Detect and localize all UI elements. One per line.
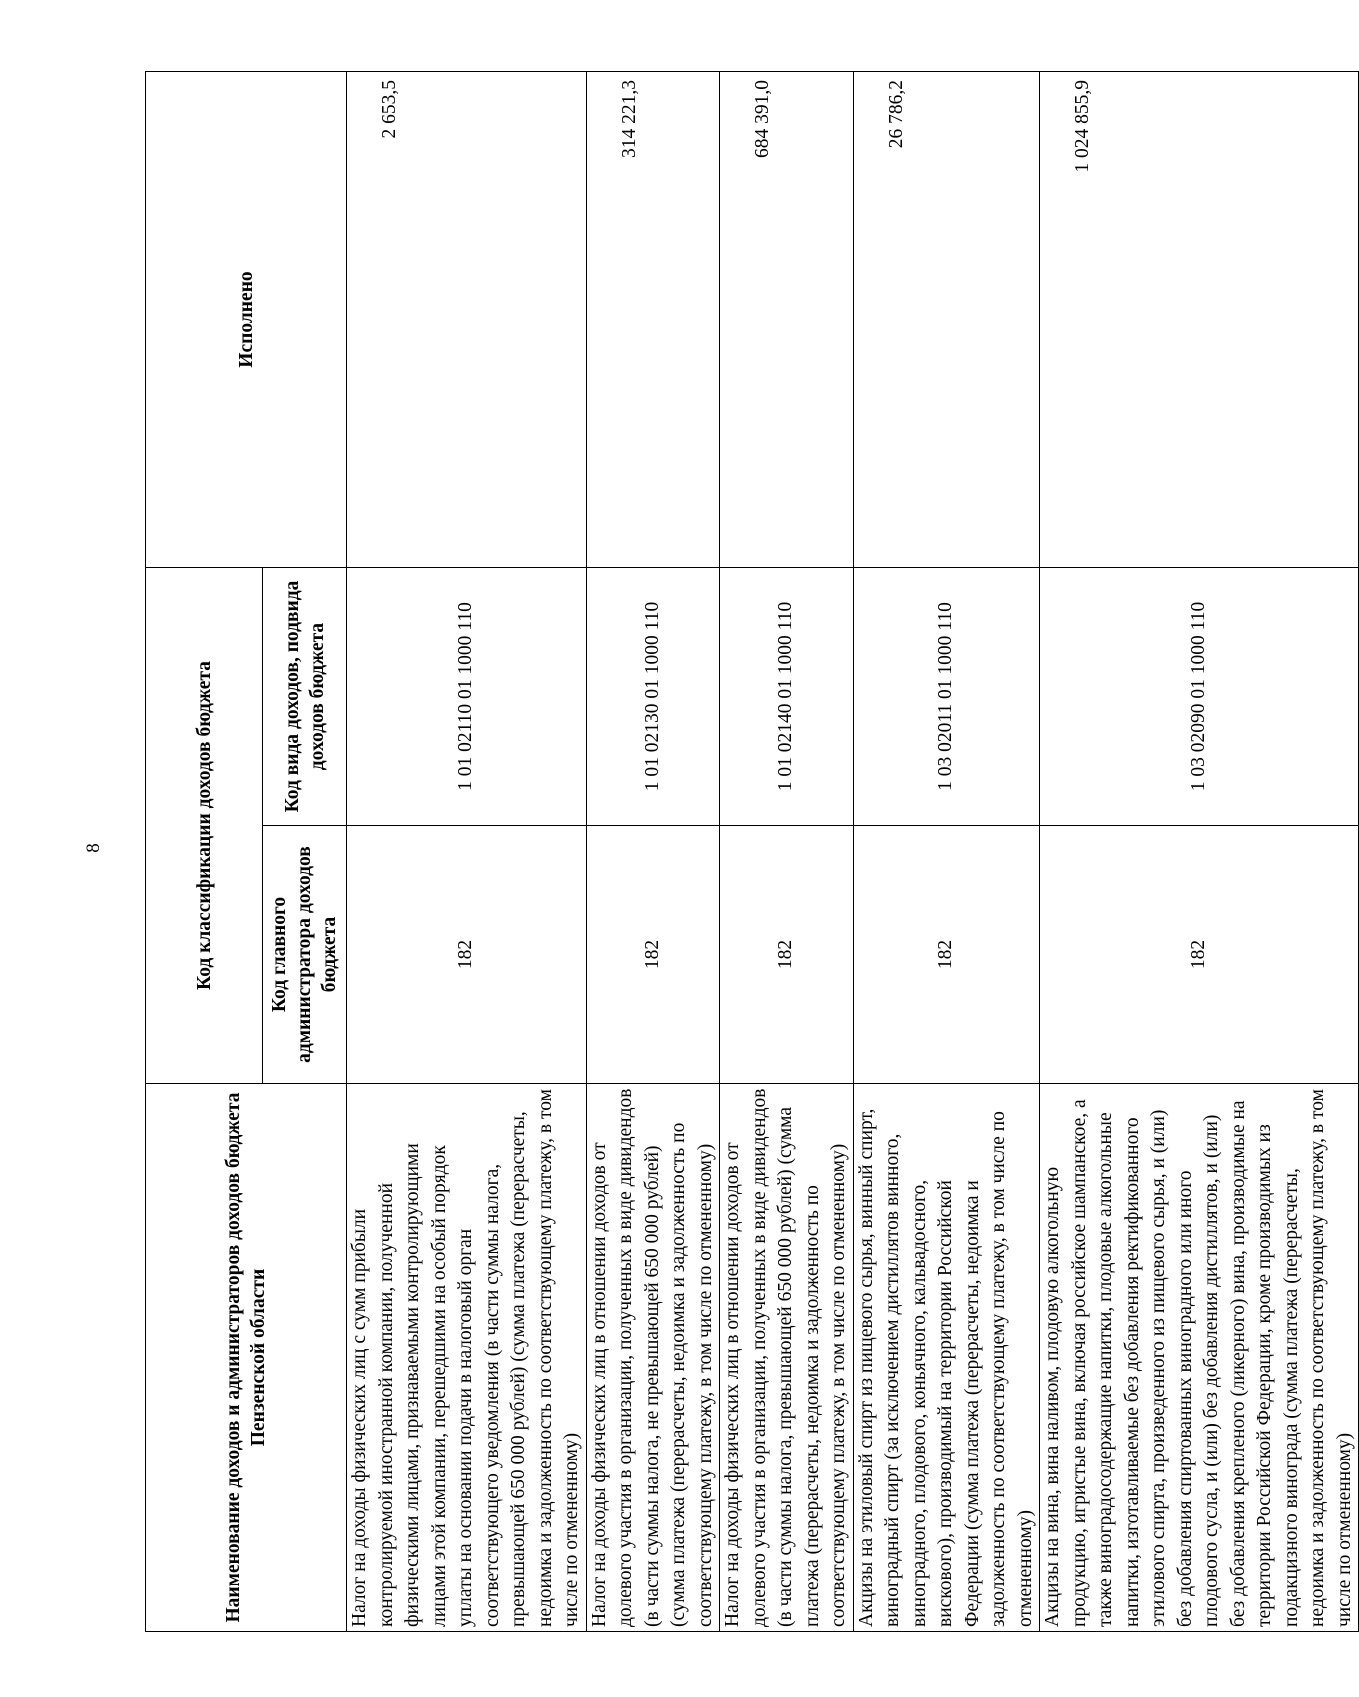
row-name: Налог на доходы физических лиц в отношении доходов от долевого участия в организации, полученных в виде дивидендов (в части суммы налога, не превышающей 650 000 рублей) (сумма платежа (перерасчеты, недоимка и задолженность по соответствующему платежу, в том числе по отмененному) — [586, 1084, 720, 1632]
row-income-code: 1 01 02110 01 1000 110 — [347, 568, 587, 826]
row-executed: 26 786,2 — [853, 72, 1040, 568]
header-executed: Исполнено — [146, 72, 347, 568]
row-admin-code: 182 — [347, 826, 587, 1084]
row-income-code: 1 03 02090 01 1000 110 — [1040, 568, 1359, 826]
row-name: Налог на доходы физических лиц в отношении доходов от долевого участия в организации, полученных в виде дивидендов (в части суммы налога, превышающей 650 000 рублей) (сумма платежа (перерасчеты, недоимка и задолженность по соответствующему платежу, в том числе по отмененному) — [720, 1084, 854, 1632]
table-row — [586, 72, 720, 1632]
header-name: Наименование доходов и администраторов доходов бюджета Пензенской области — [146, 1084, 347, 1632]
table-row — [1040, 72, 1359, 1632]
header-admin-code: Код главного администратора доходов бюджета — [263, 826, 347, 1084]
row-name: Акцизы на вина, вина наливом, плодовую алкогольную продукцию, игристые вина, включая российское шампанское, а также виноградосодержащие напитки, плодовые алкогольные напитки, изготавливаемые без добавления ректификованного этилового спирта, произведенного из пищевого сырья, и (или) без добавления спиртованных виноградного или иного плодового сусла, и (или) без добавления дистиллятов, и (или) без добавления крепленого (ликерного) вина, производимые на территории Российской Федерации, кроме производимых из подакцизного винограда (сумма платежа (перерасчеты, недоимка и задолженность по соответствующему платежу, в том числе по отмененному) — [1040, 1084, 1359, 1632]
row-name: Налог на доходы физических лиц с сумм прибыли контролируемой иностранной компании, полученной физическими лицами, признаваемыми контролирующими лицами этой компании, перешедшими на особый порядок уплаты на основании подачи в налоговый орган соответствующего уведомления (в части суммы налога, превышающей 650 000 рублей) (сумма платежа (перерасчеты, недоимка и задолженность по соответствующему платежу, в том числе по отмененному) — [347, 1084, 587, 1632]
row-income-code: 1 01 02140 01 1000 110 — [720, 568, 854, 826]
table-row — [853, 72, 1040, 1632]
row-admin-code: 182 — [720, 826, 854, 1084]
row-income-code: 1 03 02011 01 1000 110 — [853, 568, 1040, 826]
budget-income-table — [145, 71, 1359, 1632]
row-name: Акцизы на этиловый спирт из пищевого сырья, винный спирт, виноградный спирт (за исключением дистиллятов винного, виноградного, плодового, коньячного, кальвадосного, вискового), производимый на территории Российской Федерации (сумма платежа (перерасчеты, недоимка и задолженность по соответствующему платежу, в том числе по отмененному) — [853, 1084, 1040, 1632]
row-admin-code: 182 — [586, 826, 720, 1084]
row-admin-code: 182 — [1040, 826, 1359, 1084]
page-number: 8 — [83, 843, 104, 853]
table-row — [720, 72, 854, 1632]
rotated-table-container — [145, 72, 1355, 1632]
row-executed: 314 221,3 — [586, 72, 720, 568]
row-executed: 1 024 855,9 — [1040, 72, 1359, 568]
header-classification: Код классификации доходов бюджета — [146, 568, 263, 1084]
row-admin-code: 182 — [853, 826, 1040, 1084]
row-income-code: 1 01 02130 01 1000 110 — [586, 568, 720, 826]
header-income-code: Код вида доходов, подвида доходов бюджета — [263, 568, 347, 826]
table-row — [347, 72, 587, 1632]
row-executed: 2 653,5 — [347, 72, 587, 568]
header-row-top — [146, 72, 263, 1632]
row-executed: 684 391,0 — [720, 72, 854, 568]
